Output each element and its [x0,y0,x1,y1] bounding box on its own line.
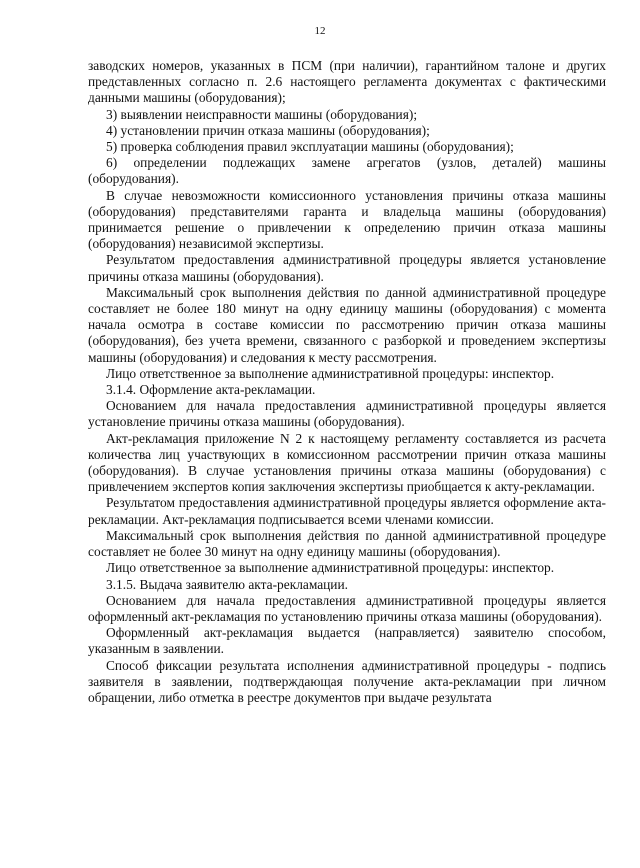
paragraph: Способ фиксации результата исполнения административной процедуры - подпись заявителя в заявлении, подтверждающая получение акта-рекламации при личном обращении, либо отметка в реестре документов при выдаче результата [88,657,606,705]
list-item: 3) выявлении неисправности машины (оборудования); [106,106,418,122]
paragraph: Лицо ответственное за выполнение административной процедуры: инспектор. [106,560,555,576]
section-heading: 3.1.4. Оформление акта-рекламации. [106,382,316,398]
paragraph: Результатом предоставления административной процедуры является установление причины отказа машины (оборудования). [88,252,606,284]
list-item: 5) проверка соблюдения правил эксплуатации машины (оборудования); [106,139,514,155]
paragraph: В случае невозможности комиссионного установления причины отказа машины (оборудования) представителями гаранта и владельца машины (оборудования) принимается решение о привлечении к определению причин отказа машины (оборудования) независимой экспертизы. [88,187,606,252]
paragraph: Максимальный срок выполнения действия по данной административной процедуре составляет не более 180 минут на одну единицу машины (оборудования) с момента начала осмотра в составе комиссии по рассмотрению причин отказа машины (оборудования), без учета времени, связанного с разборкой и проведением экспертизы машины (оборудования) и следования к месту рассмотрения. [88,284,606,365]
paragraph: Основанием для начала предоставления административной процедуры является установление причины отказа машины (оборудования). [88,398,606,430]
paragraph: Лицо ответственное за выполнение административной процедуры: инспектор. [106,365,555,381]
paragraph: Максимальный срок выполнения действия по данной административной процедуре составляет не более 30 минут на одну единицу машины (оборудования). [88,527,606,560]
document-body [88,58,606,706]
list-item: 6) определении подлежащих замене агрегатов (узлов, деталей) машины (оборудования). [88,155,606,187]
paragraph: Акт-рекламация приложение N 2 к настоящему регламенту составляется из расчета количества лиц участвующих в комиссионном рассмотрении причин отказа машины (оборудования). В случае установления причины отказа машины (оборудования) с привлечением экспертов копия заключения экспертизы приобщается к акту-рекламации. [88,430,606,495]
paragraph: Результатом предоставления административной процедуры является оформление акта-рекламации. Акт-рекламация подписывается всеми членами комиссии. [88,495,606,527]
page-number: 12 [314,25,326,37]
paragraph: Основанием для начала предоставления административной процедуры является оформленный акт-рекламация по установлению причины отказа машины (оборудования). [88,592,606,624]
paragraph: заводских номеров, указанных в ПСМ (при наличии), гарантийном талоне и других представленных согласно п. 2.6 настоящего регламента документах с фактическими данными машины (оборудования); [88,58,606,106]
paragraph: Оформленный акт-рекламация выдается (направляется) заявителю способом, указанным в заявлении. [88,625,606,657]
list-item: 4) установлении причин отказа машины (оборудования); [106,122,430,138]
section-heading: 3.1.5. Выдача заявителю акта-рекламации. [106,576,348,592]
